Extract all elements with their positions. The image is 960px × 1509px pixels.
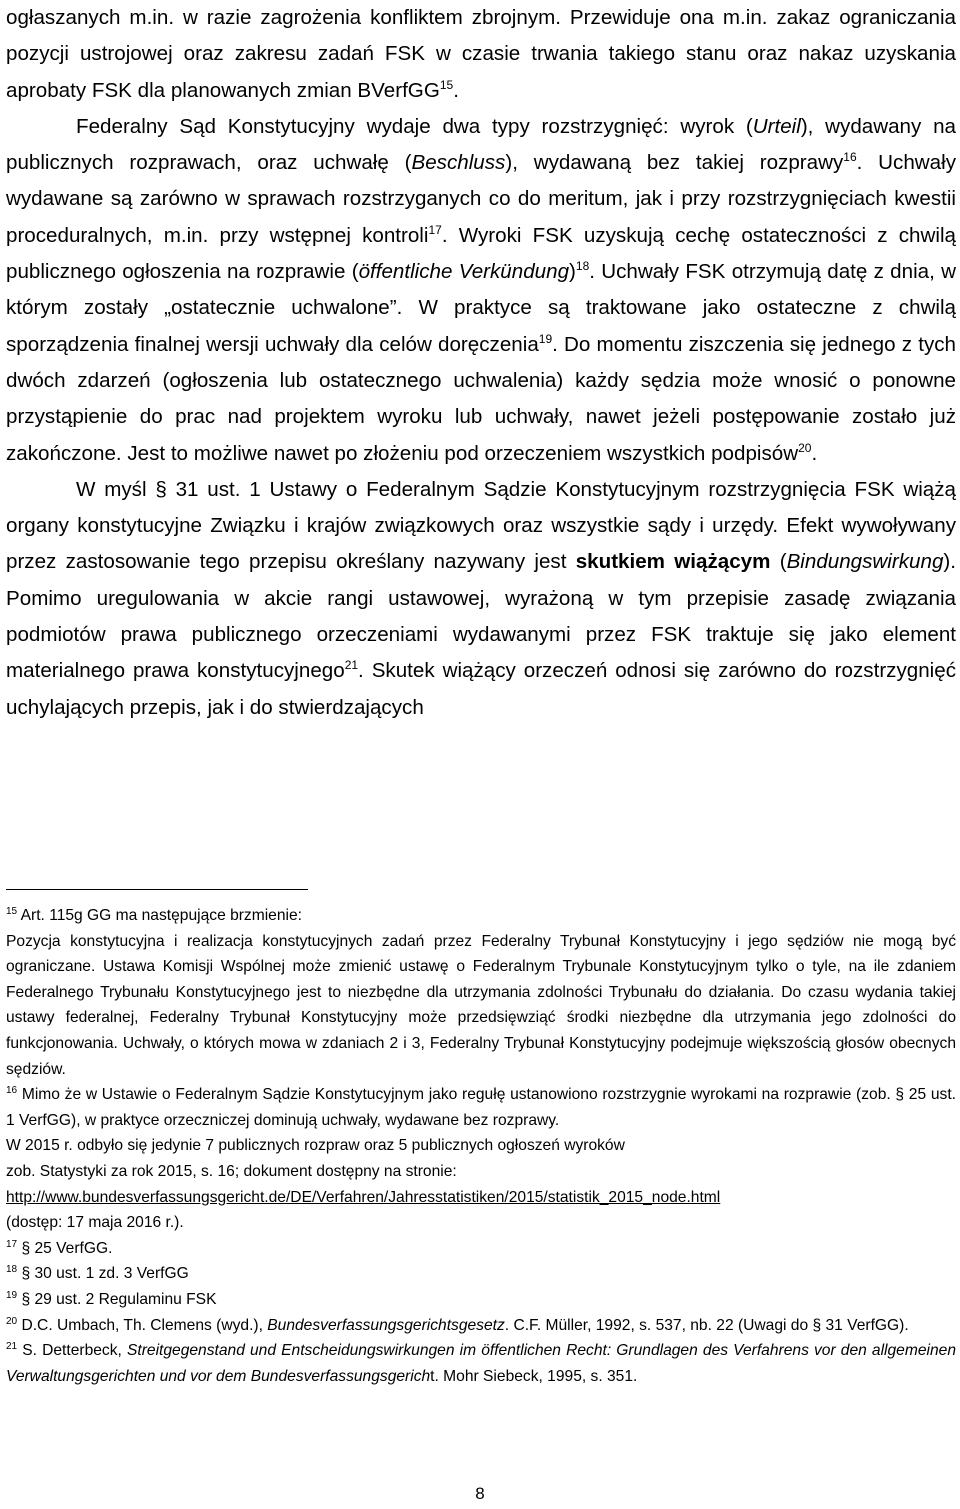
term-urteil: Urteil [752,114,801,138]
footnote-21-author: S. Detterbeck, [17,1342,127,1360]
paragraph-3-text-b: ( [770,550,787,574]
footnote-19-number: 19 [6,1289,18,1301]
footnote-21-title: Streitgegenstand und Entscheidungswirkungen im öffentlichen Recht: Grundlagen des Verfahrens vor den allgemeinen Verwaltungsgerichten und vor dem Bundesverfassungsgerich [6,1342,956,1385]
footnote-21 [6,1338,956,1389]
footnote-21-publisher: t. Mohr Siebeck, 1995, s. 351. [430,1367,638,1385]
paragraph-2-text-e: . Wyroki FSK uzyskują cechę ostateczności z chwilą publicznego ogłoszenia na rozprawie ( [6,223,956,284]
paragraph-2-text-g: . Uchwały FSK otrzymują datę z dnia, w którym zostały „ostatecznie uchwalone”. W praktyce są traktowane jako ostateczne z chwilą sporządzenia finalnej wersji uchwały dla celów doręczenia [6,260,956,356]
footnote-16-line-5 [6,1210,956,1236]
footnote-18-number: 18 [6,1264,18,1276]
footnote-17-text: § 25 VerfGG. [17,1239,113,1257]
page-number: 8 [475,1484,485,1503]
term-bindungswirkung: Bindungswirkung [786,550,944,574]
footnote-15-number: 15 [6,905,18,917]
footnote-ref-17[interactable]: 17 [428,222,442,237]
paragraph-2-text-a: Federalny Sąd Konstytucyjny wydaje dwa typy rozstrzygnięć: wyrok ( [76,114,753,138]
paragraph-2 [6,109,956,472]
footnote-20 [6,1313,956,1339]
paragraph-3-text-c: ). Pomimo uregulowania w akcie rangi ustawowej, wyrażoną w tym przepisie zasadę związania podmiotów prawa publicznego orzeczeniami wydawanymi przez FSK traktuje się jako element materialnego prawa konstytucyjnego [6,550,956,683]
term-beschluss: Beschluss [411,151,506,175]
footnote-20-authors: D.C. Umbach, Th. Clemens (wyd.), [17,1316,268,1334]
footnote-18-text: § 30 ust. 1 zd. 3 VerfGG [17,1265,189,1283]
footnote-ref-20[interactable]: 20 [798,440,812,455]
paragraph-2-end: . [811,441,818,465]
footnote-19-text: § 29 ust. 2 Regulaminu FSK [17,1290,217,1308]
footnote-15-intro: Art. 115g GG ma następujące brzmienie: [17,907,302,924]
footnote-17 [6,1236,956,1262]
footnote-16-link[interactable]: http://www.bundesverfassungsgericht.de/DE/Verfahren/Jahresstatistiken/2015/statistik_2015_node.html [6,1188,721,1206]
footnote-16-access-date: (dostęp: 17 maja 2016 r.). [6,1214,184,1232]
paragraph-1-text: ogłaszanych m.in. w razie zagrożenia konfliktem zbrojnym. Przewiduje ona m.in. zakaz ograniczania pozycji ustrojowej oraz zakresu zadań FSK w czasie trwania takiego stanu oraz nakaz uzyskania aprobaty FSK dla planowanych zmian BVerfGG [6,6,956,102]
paragraph-3-text-a: W myśl § 31 ust. 1 Ustawy o Federalnym Sądzie Konstytucyjnym rozstrzygnięcia FSK wiążą organy konstytucyjne Związku i krajów związkowych oraz wszystkie sądy i urzędy. Efekt wywoływany przez zastosowanie tego przepisu określany nazywany jest [6,477,956,574]
footnote-18 [6,1261,956,1287]
footnote-ref-21[interactable]: 21 [344,658,359,673]
term-skutek-wiazacy: skutkiem wiążącym [575,550,771,574]
footnote-16-number: 16 [6,1084,18,1096]
paragraph-1 [6,0,956,109]
main-text [6,0,956,726]
footnote-19 [6,1287,956,1313]
footnote-ref-18[interactable]: 18 [575,259,590,274]
footnote-20-number: 20 [6,1315,18,1327]
paragraph-1-end: . [453,78,459,102]
footnote-separator [6,889,308,890]
footnotes [6,903,956,1389]
footnote-16-stats: W 2015 r. odbyło się jedynie 7 publicznych rozpraw oraz 5 publicznych ogłoszeń wyroków [6,1137,625,1155]
paragraph-2-text-b: ), wydawany na publicznych rozprawach, oraz uchwałę ( [6,114,956,175]
footnote-16-line-3 [6,1159,956,1185]
footnote-15 [6,903,956,929]
paragraph-3-text-d: . Skutek wiążący orzeczeń odnosi się zarówno do rozstrzygnięć uchylających przepis, jak i do stwierdzających [6,659,956,719]
footnote-17-number: 17 [6,1238,18,1250]
footnote-20-publisher: . C.F. Müller, 1992, s. 537, nb. 22 (Uwagi do § 31 VerfGG). [504,1316,909,1334]
footnote-16-line-4 [6,1185,956,1211]
paragraph-2-text-d: . Uchwały wydawane są zarówno w sprawach rozstrzyganych co do meritum, jak i przy rozstrzygnięciach kwestii proceduralnych, m.in. przy wstępnej kontroli [6,151,957,247]
paragraph-2-text-f: ) [569,260,576,284]
footnote-ref-15[interactable]: 15 [439,77,454,92]
paragraph-2-text-c: ), wydawaną bez takiej rozprawy [505,151,844,175]
footnote-15-quote [6,929,956,1083]
footnote-20-title: Bundesverfassungsgerichtsgesetz [267,1316,505,1334]
footnote-15-text: Pozycja konstytucyjna i realizacja konstytucyjnych zadań przez Federalny Trybunał Konstytucyjny i jego sędziów nie mogą być ograniczane. Ustawa Komisji Wspólnej może zmienić ustawę o Federalnym Trybunale Konstytucyjnym tylko o tyle, na ile zdaniem Federalnego Trybunału Konstytucyjnego jest to niezbędne dla utrzymania zdolności Trybunału do działania. Do czasu wydania takiej ustawy federalnej, Federalny Trybunał Konstytucyjny może przedsięwziąć środki niezbędne dla utrzymania jego zdolności do funkcjonowania. Uchwały, o których mowa w zdaniach 2 i 3, Federalny Trybunał Konstytucyjny podejmuje większością głosów obecnych sędziów. [6,932,956,1078]
footnote-16-text: Mimo że w Ustawie o Federalnym Sądzie Konstytucyjnym jako regułę ustanowiono rozstrzygnie wyrokami na rozprawie (zob. § 25 ust. 1 VerfGG), w praktyce orzeczniczej dominują uchwały, wydawane bez rozprawy. [6,1086,956,1129]
footnote-ref-16[interactable]: 16 [843,150,857,165]
footnote-21-number: 21 [6,1340,18,1352]
paragraph-2-text-h: . Do momentu ziszczenia się jednego z tych dwóch zdarzeń (ogłoszenia lub ostatecznego uchwalenia) każdy sędzia może wnosić o ponowne przystąpienie do prac nad projektem wyroku lub uchwały, nawet jeżeli postępowanie zostało już zakończone. Jest to możliwe nawet po złożeniu pod orzeczeniem wszystkich podpisów [6,332,957,465]
footnote-ref-19[interactable]: 19 [538,331,553,346]
term-verkuendung: öffentliche Verkündung [358,260,570,284]
paragraph-3 [6,472,956,726]
footnote-16-source: zob. Statystyki za rok 2015, s. 16; dokument dostępny na stronie: [6,1162,457,1180]
footnote-16 [6,1082,956,1133]
footnote-16-line-2 [6,1133,956,1159]
